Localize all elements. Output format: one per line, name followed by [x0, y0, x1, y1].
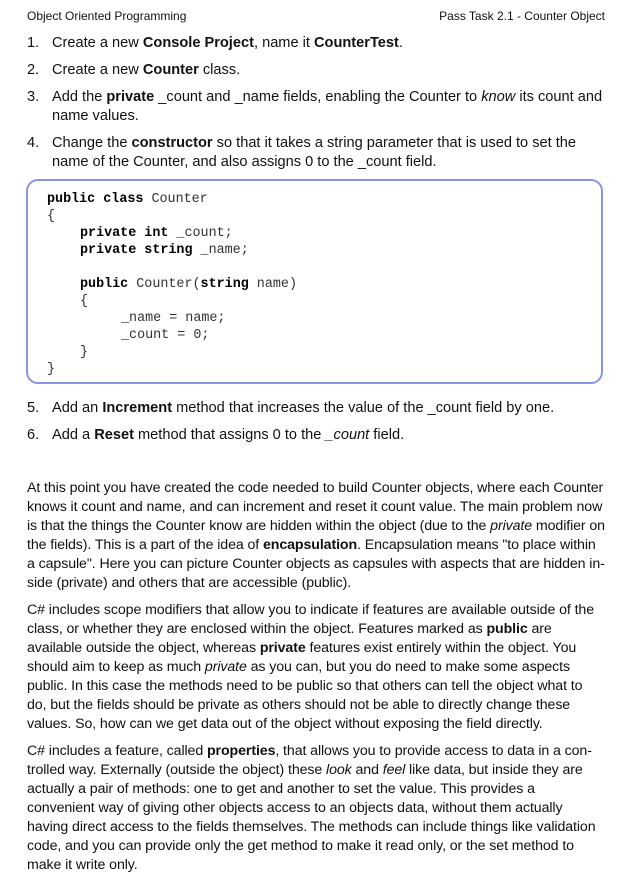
code-block: [26, 179, 603, 384]
step-number: 2.: [27, 62, 40, 78]
page-header: [27, 9, 605, 25]
step-5: 5. Add an Increment method that increases the value of the _count field by one.: [27, 400, 555, 416]
task-title: Pass Task 2.1 - Counter Object: [439, 9, 605, 23]
steps-list-continued: [27, 399, 605, 453]
step-1: 1. Create a new Console Project, name it CounterTest.: [27, 35, 403, 51]
step-number: 3.: [27, 89, 40, 105]
code-line: }: [47, 362, 56, 377]
step-number: 1.: [27, 35, 40, 51]
steps-list: [27, 34, 605, 172]
step-number: 4.: [27, 135, 40, 151]
code-line: private int _count;: [80, 226, 233, 241]
step-3: 3. Add the private _count and _name fields, enabling the Counter to know its count and name values.: [27, 89, 603, 124]
code-line: private string _name;: [80, 243, 249, 258]
step-number: 6.: [27, 427, 40, 443]
step-2: 2. Create a new Counter class.: [27, 62, 241, 78]
code-line: _count = 0;: [121, 328, 210, 343]
code-line: {: [47, 209, 56, 224]
code-line: public Counter(string name): [80, 277, 297, 292]
step-number: 5.: [27, 400, 40, 416]
code-line: }: [80, 345, 89, 360]
step-6: 6. Add a Reset method that assigns 0 to the _count field.: [27, 427, 405, 443]
code-line: {: [80, 294, 89, 309]
paragraph-scope-modifiers: C# includes scope modifiers that allow you to indicate if features are available outside of the class, or whether they are enclosed within the object. Features marked as public are available outside the object, whereas private features exist entirely within the object. You should aim to keep as much private as you can, but you do need to make some aspects public. In this case the methods need to be public so that others can tell the object what to do, but the fields should be private as others should not be able to directly change these values. So, how can we get data out of the object without exposing the field directly.: [27, 602, 594, 732]
code-line: _name = name;: [121, 311, 226, 326]
code-line: public class Counter: [47, 192, 208, 207]
paragraph-properties: C# includes a feature, called properties, that allows you to provide access to data in a controlled way. Externally (outside the object) these look and feel like data, but inside they are actually a pair of methods: one to get and another to set the value. This provides a convenient way of giving other objects access to an objects data, without them actually having direct access to the fields themselves. The methods can include things like validation code, and you can provide only the get method to make it read only, or the set method to make it write only.: [27, 743, 596, 873]
step-4: 4. Change the constructor so that it takes a string parameter that is used to set the name of the Counter, and also assigns 0 to the _count field.: [27, 135, 577, 170]
paragraph-encapsulation: At this point you have created the code needed to build Counter objects, where each Counter knows it count and name, and can increment and reset it count value. The main problem now is that the things the Counter know are hidden within the object (due to the private modifier on the fields). This is a part of the idea of encapsulation. Encapsulation means "to place within a capsule". Here you can picture Counter objects as capsules with aspects that are hidden inside (private) and others that are accessible (public).: [27, 480, 605, 591]
course-title: Object Oriented Programming: [27, 9, 187, 23]
